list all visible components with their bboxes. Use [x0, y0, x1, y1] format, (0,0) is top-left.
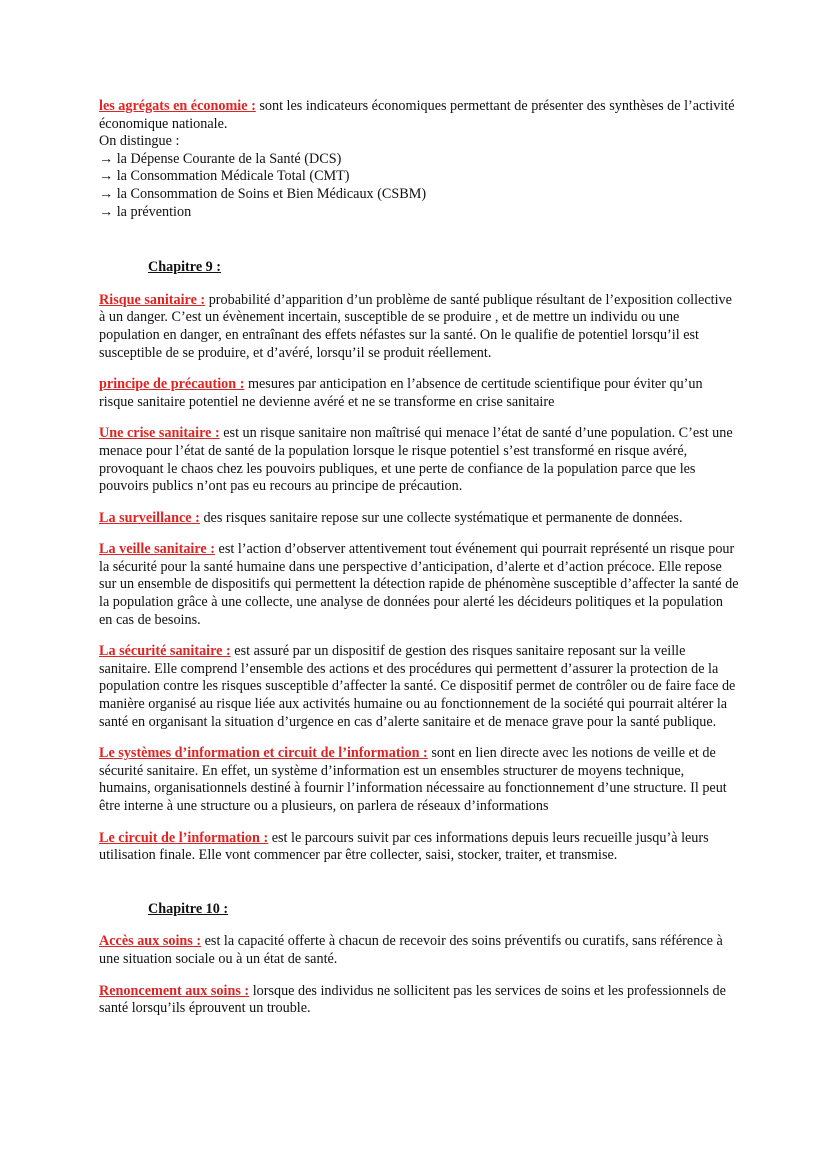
intro-lead: On distingue :	[99, 133, 180, 150]
term: La veille sanitaire :	[99, 541, 215, 558]
entry-renoncement-soins	[99, 983, 739, 1018]
entry-risque-sanitaire	[99, 292, 739, 362]
intro-paragraph	[99, 98, 739, 133]
term: La surveillance :	[99, 509, 200, 526]
entry-crise-sanitaire	[99, 425, 739, 495]
term: Renoncement aux soins :	[99, 982, 250, 999]
definition: sont en lien directe avec les notions de veille et de sécurité sanitaire. En effet, un système d’information est un ensembles structurer de moyens technique, humains, organisationnels destiné à fournir l’information nécessaire au fonctionnement d’une structure. Il peut être interne à une structure ou a plusieurs, on parlera de réseaux d’informations	[99, 745, 727, 814]
list-item: → la Consommation Médicale Total (CMT)	[99, 168, 350, 185]
chapter-10-title: Chapitre 10 :	[148, 900, 229, 917]
definition: est l’action d’observer attentivement tout événement qui pourrait représenté un risque pour la sécurité pour la santé humaine dans une perspective d’anticipation, d’alerte et d’action précoce. Elle repose sur un ensemble de dispositifs qui permettent la détection rapide de phénomène susceptible d’affecter la santé de la population grâce à une collecte, une analyse de données pour alerté les décideurs politiques et la population en cas de besoins.	[99, 541, 739, 628]
entry-principe-precaution	[99, 376, 739, 411]
term: Le systèmes d’information et circuit de l’information :	[99, 745, 428, 762]
chapter-9-title: Chapitre 9 :	[148, 259, 222, 276]
term-agregats: les agrégats en économie :	[99, 98, 256, 114]
term: Une crise sanitaire :	[99, 425, 220, 442]
term: Accès aux soins :	[99, 933, 202, 950]
entry-systemes-information	[99, 745, 739, 815]
definition: est le parcours suivit par ces informations depuis leurs recueille jusqu’à leurs utilisation finale. Elle vont commencer par être collecter, saisi, stocker, traiter, et transmise.	[99, 829, 709, 864]
term: principe de précaution :	[99, 376, 245, 393]
list-item: → la Dépense Courante de la Santé (DCS)	[99, 150, 342, 167]
entry-circuit-information	[99, 830, 739, 865]
definition-agregats: sont les indicateurs économiques permettant de présenter des synthèses de l’activité économique nationale.	[99, 98, 735, 132]
term: Risque sanitaire :	[99, 291, 206, 308]
entry-surveillance	[99, 510, 739, 528]
document-page	[99, 98, 739, 1032]
definition: lorsque des individus ne sollicitent pas les services de soins et les professionnels de santé lorsqu’ils éprouvent un trouble.	[99, 982, 726, 1017]
entry-acces-soins	[99, 933, 739, 968]
definition: probabilité d’apparition d’un problème de santé publique résultant de l’exposition collective à un danger. C’est un évènement incertain, susceptible de se produire , et de mettre un individu ou une population en danger, en entraînant des effets néfastes sur la santé. On le qualifie de potentiel lorsqu’il est susceptible de se produire, et d’avéré, lorsqu’il se produit réellement.	[99, 291, 732, 361]
entry-securite-sanitaire	[99, 643, 739, 731]
list-item: → la Consommation de Soins et Bien Médicaux (CSBM)	[99, 185, 427, 202]
definition: des risques sanitaire repose sur une collecte systématique et permanente de données.	[199, 509, 683, 526]
entry-veille-sanitaire	[99, 541, 739, 629]
definition: est la capacité offerte à chacun de recevoir des soins préventifs ou curatifs, sans référence à une situation sociale ou à un état de santé.	[99, 933, 723, 967]
definition: mesures par anticipation en l’absence de certitude scientifique pour éviter qu’un risque sanitaire potentiel ne devienne avéré et ne se transforme en crise sanitaire	[99, 376, 703, 410]
list-item: → la prévention	[99, 203, 192, 220]
term: La sécurité sanitaire :	[99, 643, 231, 660]
definition: est assuré par un dispositif de gestion des risques sanitaire reposant sur la veille sanitaire. Elle comprend l’ensemble des actions et des procédures qui permettent d’assurer la protection de la population contre les risques susceptible d’affecter la santé. Ce dispositif permet de contrôler ou de faire face de manière organisé au risque liée aux activités humaine ou au fonctionnement de la société qui pourrait altérer la santé en organisant la situation d’urgence en cas d’alerte sanitaire et de menace grave pour la santé publique.	[99, 643, 736, 730]
term: Le circuit de l’information :	[99, 829, 269, 846]
definition: est un risque sanitaire non maîtrisé qui menace l’état de santé d’une population. C’est une menace pour l’état de santé de la population lorsque le risque potentiel s’est transformé en risque avéré, provoquant le chaos chez les pouvoirs publiques, et une perte de confiance de la population parce que les pouvoirs publics n’ont pas eu recours au principe de précaution.	[99, 425, 733, 495]
